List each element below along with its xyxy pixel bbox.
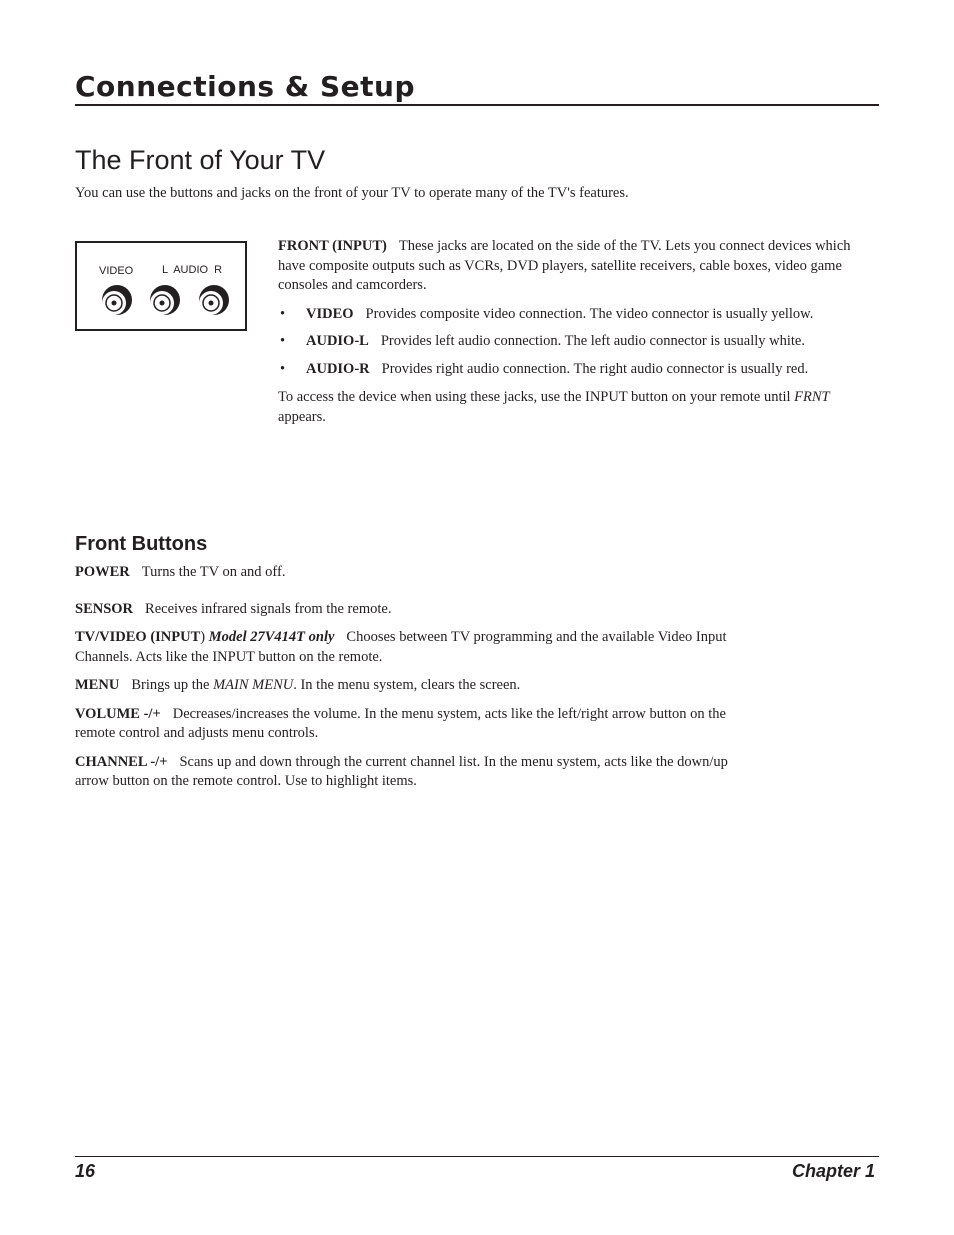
bullet-icon: •: [280, 360, 286, 377]
frnt-term: FRNT: [794, 389, 830, 405]
entry-term-close: ): [200, 629, 206, 645]
page-number: 16: [75, 1161, 96, 1181]
bullet-text: Provides composite video connection. The video connector is usually yellow.: [365, 305, 814, 322]
section-title: Connections & Setup: [75, 70, 415, 103]
front-jack-panel-illustration: [75, 241, 247, 331]
entry-term: CHANNEL -/+: [75, 753, 168, 770]
entry-text: Scans up and down through the current channel list. In the menu system, acts like the down/up arrow button on the remote control. Use to highlight items.: [75, 753, 728, 789]
bullet-term: VIDEO: [306, 305, 354, 322]
entry-term: TV/VIDEO (INPUT: [75, 629, 201, 645]
video-jack-icon: [102, 285, 132, 315]
audio-left-jack-icon: [150, 285, 180, 315]
access-text: To access the device when using these jacks, use the INPUT button on your remote until: [278, 389, 795, 405]
entry-term: VOLUME -/+: [75, 705, 161, 722]
volume-entry: [75, 705, 735, 744]
jack-panel-drawing: [77, 243, 249, 333]
entry-text: Chooses between TV programming and the available Video Input Channels. Acts like the INPUT button on the remote.: [75, 629, 727, 665]
main-menu-term: MAIN MENU: [213, 677, 294, 693]
channel-entry: [75, 753, 735, 792]
entry-text: Turns the TV on and off.: [141, 564, 286, 580]
chapter-label: Chapter 1: [791, 1161, 875, 1181]
header-rule: [75, 104, 879, 106]
access-instructions: [278, 388, 880, 427]
audio-right-jack-icon: [199, 285, 229, 315]
entry-text: Brings up the: [131, 677, 214, 693]
front-input-description: These jacks are located on the side of the TV. Lets you connect devices which have composite outputs such as VCRs, DVD players, satellite receivers, cable boxes, video game consoles and camcorders.: [278, 238, 851, 293]
tv-video-entry: [75, 628, 735, 667]
bullet-icon: •: [280, 305, 286, 322]
entry-text: Decreases/increases the volume. In the menu system, acts like the left/right arrow button on the remote control and adjusts menu controls.: [75, 705, 726, 741]
bullet-text: Provides left audio connection. The left audio connector is usually white.: [380, 333, 805, 349]
entry-text-end: . In the menu system, clears the screen.: [293, 677, 521, 693]
menu-entry: [75, 676, 735, 696]
audio-jack-label: L AUDIO R: [162, 264, 223, 276]
bullet-icon: •: [280, 333, 286, 349]
list-item: [278, 305, 880, 325]
footer-rule: [75, 1156, 879, 1157]
power-entry: [75, 563, 735, 583]
sensor-entry: [75, 600, 735, 620]
page-title: The Front of Your TV: [75, 145, 326, 175]
entry-term: SENSOR: [75, 600, 134, 617]
front-buttons-section: [75, 563, 735, 801]
intro-text: You can use the buttons and jacks on the front of your TV to operate many of the TV's features.: [75, 185, 629, 201]
list-item: [278, 360, 880, 380]
model-note: Model 27V414T only: [208, 629, 335, 645]
entry-text: Receives infrared signals from the remote.: [145, 600, 392, 617]
front-input-paragraph: [278, 237, 880, 296]
entry-term: POWER: [75, 564, 130, 580]
bullet-text: Provides right audio connection. The right audio connector is usually red.: [381, 360, 809, 377]
access-text-end: appears.: [278, 408, 326, 425]
entry-term: MENU: [75, 677, 120, 693]
bullet-term: AUDIO-R: [306, 360, 370, 377]
list-item: [278, 332, 880, 352]
front-buttons-heading: Front Buttons: [75, 533, 208, 555]
video-jack-label: VIDEO: [99, 265, 134, 277]
jack-bullet-list: [278, 305, 880, 380]
bullet-term: AUDIO-L: [306, 333, 369, 349]
front-input-section: [278, 237, 880, 427]
front-input-term: FRONT (INPUT): [278, 238, 387, 254]
